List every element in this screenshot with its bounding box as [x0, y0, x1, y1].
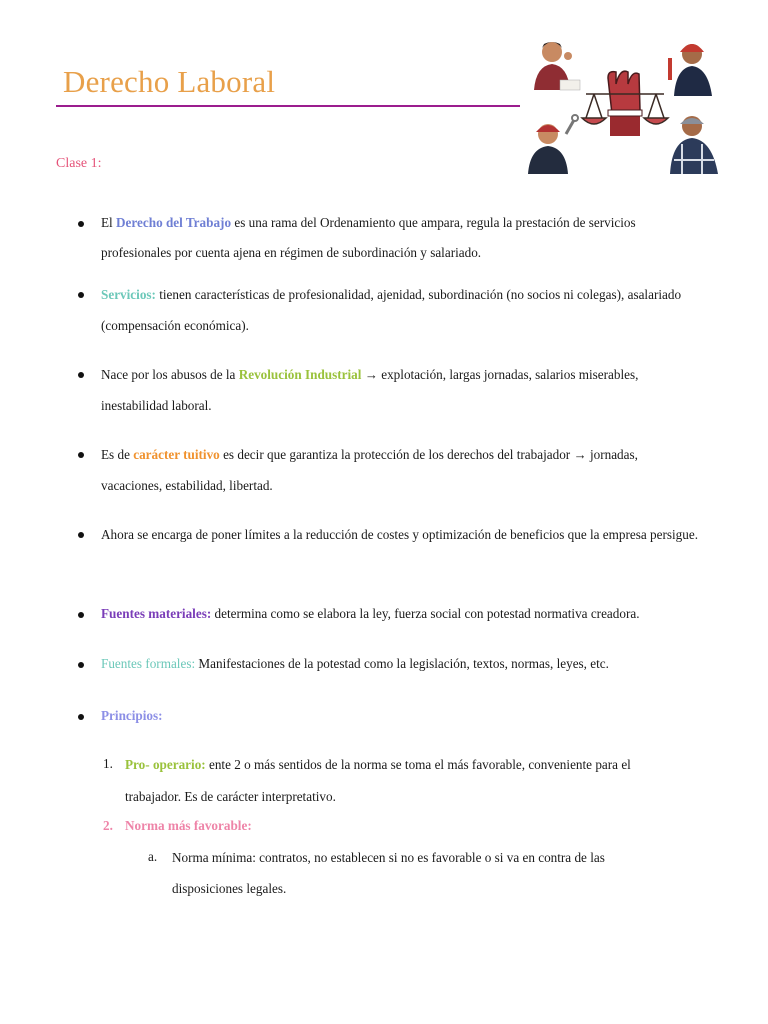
list-item [101, 599, 701, 629]
item-text: ente 2 o más sentidos de la norma se toma el más favorable, conveniente para el trabajador. Es de carácter interpretativo. [125, 757, 631, 804]
item-highlight: Fuentes materiales: [101, 606, 212, 621]
worker-wrench-icon [528, 115, 578, 174]
item-highlight: Norma más favorable: [125, 818, 252, 833]
item-text: es decir que garantiza la protección de los derechos del trabajador → jornadas, vacaciones, estabilidad, libertad. [101, 447, 638, 493]
item-highlight: Principios: [101, 708, 163, 723]
list-item [101, 208, 701, 268]
list-item [101, 359, 701, 421]
list-item [101, 279, 701, 341]
numbered-item [125, 749, 685, 813]
item-highlight: Revolución Industrial [238, 367, 362, 382]
item-text: Nace por los abusos de la [101, 367, 239, 382]
item-text: Manifestaciones de la potestad como la legislación, textos, normas, leyes, etc. [195, 656, 609, 671]
page-title: Derecho Laboral [63, 64, 276, 99]
item-highlight: carácter tuitivo [133, 447, 220, 462]
bullet-icon [78, 292, 84, 298]
workers-justice-illustration [524, 34, 724, 180]
bullet-icon [78, 452, 84, 458]
list-item [101, 519, 701, 550]
title-underline [56, 105, 520, 107]
item-text: Es de [101, 447, 134, 462]
bullet-icon [78, 612, 84, 618]
section-heading: Clase 1: [56, 156, 102, 171]
lettered-item [172, 842, 672, 904]
list-number: 2. [103, 818, 113, 833]
item-highlight: Pro- operario: [125, 757, 206, 772]
item-text: El [101, 215, 117, 230]
bullet-icon [78, 714, 84, 720]
item-text: Ahora se encarga de poner límites a la reducción de costes y optimización de beneficios que la empresa persigue. [101, 527, 698, 542]
list-item [101, 649, 701, 679]
item-text: Norma mínima: contratos, no establecen si no es favorable o si va en contra de las disposiciones legales. [172, 850, 605, 896]
item-text: → explotación, largas jornadas, salarios miserables, inestabilidad laboral. [101, 367, 639, 413]
list-item [101, 439, 701, 501]
item-highlight: Servicios: [101, 287, 156, 302]
item-highlight: Derecho del Trabajo [116, 215, 232, 230]
bullet-icon [78, 662, 84, 668]
item-text: tienen características de profesionalidad, ajenidad, subordinación (no socios ni colegas), asalariado (compensación económica). [101, 287, 682, 333]
bullet-icon [78, 221, 84, 227]
worker-clerk-icon [534, 42, 580, 90]
list-letter: a. [148, 849, 158, 864]
list-number: 1. [103, 756, 113, 771]
list-item [101, 701, 701, 731]
bullet-icon [78, 532, 84, 538]
worker-hardhat-icon [668, 44, 712, 96]
worker-safety-vest-icon [670, 116, 718, 174]
raised-fist-icon [608, 71, 642, 136]
item-highlight: Fuentes formales: [101, 656, 196, 671]
item-text: es una rama del Ordenamiento que ampara, regula la prestación de servicios profesionales por cuenta ajena en régimen de subordinación y salariado. [101, 215, 636, 260]
bullet-icon [78, 372, 84, 378]
item-text: determina como se elabora la ley, fuerza social con potestad normativa creadora. [211, 606, 640, 621]
numbered-item [125, 811, 685, 841]
